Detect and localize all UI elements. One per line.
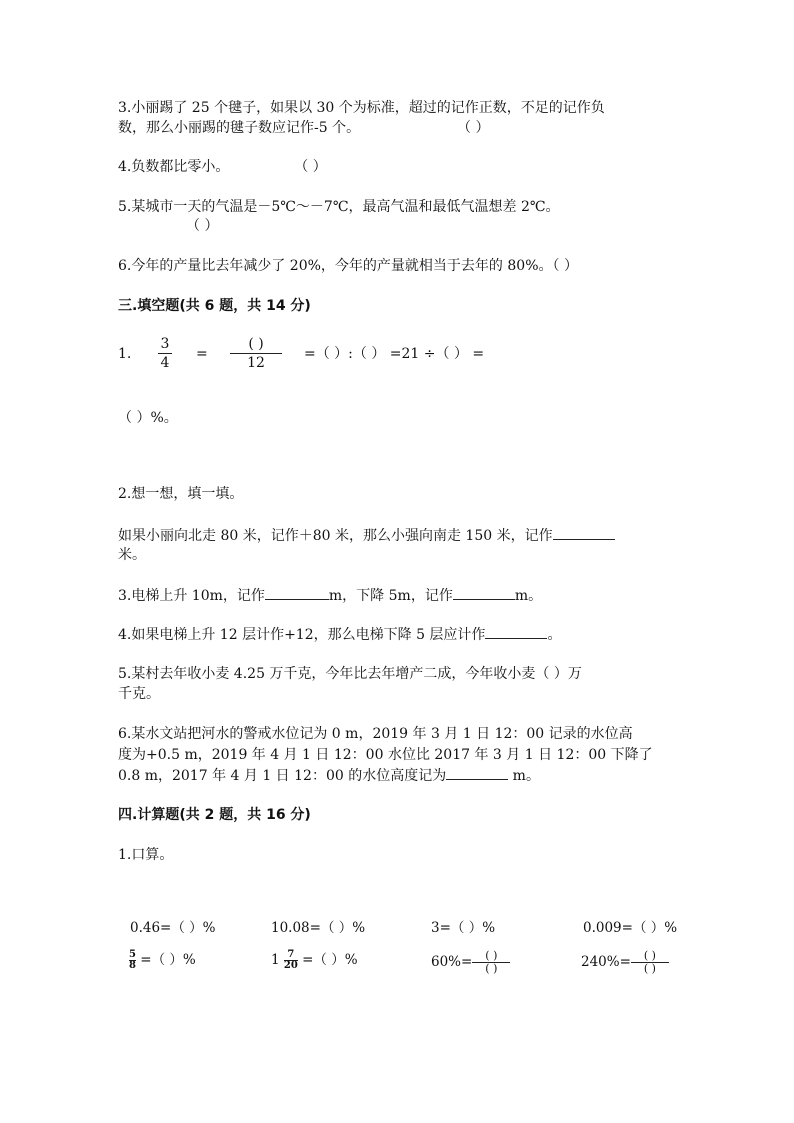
judge-q4-answer-paren[interactable]: （ ）	[294, 159, 327, 175]
mixed-whole: 1	[271, 952, 280, 968]
calc-item-3[interactable]: 3=（ ）%	[431, 920, 496, 936]
fraction-numerator-blank: ( )	[643, 949, 656, 962]
fill-q1-rest[interactable]: =（ ）:（ ） =21 ÷（ ） =	[304, 346, 485, 362]
fraction-denominator: 12	[247, 355, 265, 371]
judge-q3-line2	[118, 118, 489, 138]
calc-item-5-8[interactable]	[129, 950, 196, 971]
fill-q3-text-b: m，下降 5m，记作	[328, 588, 453, 604]
section3-title: 三.填空题(共 6 题，共 14 分)	[118, 298, 311, 314]
judge-q3-answer-paren[interactable]: （ ）	[457, 120, 490, 136]
fraction-denominator: 20	[283, 960, 298, 971]
fill-q5-line2: 千克。	[118, 686, 160, 702]
calc-item-5-8-rest: =（ ）%	[135, 952, 196, 968]
fill-q1-number: 1.	[118, 346, 132, 362]
fill-q3-blank-1[interactable]	[265, 585, 329, 600]
calc-item-10-08[interactable]: 10.08=（ ）%	[271, 920, 366, 936]
fill-q6-blank[interactable]	[446, 765, 508, 780]
fill-q1-line2[interactable]: （ ）%。	[118, 410, 178, 426]
fraction-bar	[230, 353, 282, 354]
fill-q4-blank[interactable]	[485, 624, 547, 639]
fill-q1-equals: =	[196, 346, 208, 362]
calc-q1-title: 1.口算。	[118, 847, 174, 863]
judge-q5-answer-paren[interactable]: （ ）	[186, 218, 219, 234]
calc-item-60-percent[interactable]	[431, 950, 510, 975]
judge-q5-text: 5.某城市一天的气温是－5℃～－7℃，最高气温和最低气温想差 2℃。	[118, 199, 560, 215]
fill-q4-text-b: 。	[547, 627, 562, 643]
calc-item-240-percent[interactable]	[581, 950, 669, 975]
fraction-denominator-blank: ( )	[643, 962, 656, 975]
judge-q3-text: 数，那么小丽踢的毽子数应记作-5 个。	[118, 120, 361, 136]
answer-fraction-blank[interactable]	[631, 950, 669, 975]
fill-q3-text-c: m。	[514, 588, 543, 604]
fill-q5-line1[interactable]: 5.某村去年收小麦 4.25 万千克，今年比去年增产二成，今年收小麦（ ）万	[118, 666, 582, 682]
judge-q4	[118, 157, 327, 177]
fraction-bar	[158, 353, 172, 354]
fill-q6-line2: 度为+0.5 m，2019 年 4 月 1 日 12：00 水位比 2017 年 3 月 1 日 12：00 下降了	[118, 747, 653, 763]
calc-item-1-7-20[interactable]	[271, 950, 358, 971]
calc-item-0-46[interactable]: 0.46=（ ）%	[130, 920, 216, 936]
fill-q1-fraction-3-4	[158, 336, 172, 371]
fill-q2-title: 2.想一想，填一填。	[118, 486, 244, 502]
fraction-numerator: 5	[129, 949, 136, 960]
judge-q6-text: 6.今年的产量比去年减少了 20%，今年的产量就相当于去年的 80%。（ ）	[118, 258, 578, 274]
fill-q4	[118, 624, 561, 645]
answer-fraction-blank[interactable]	[472, 950, 510, 975]
fill-q3	[118, 585, 542, 606]
fraction-denominator-blank: ( )	[485, 962, 498, 975]
fraction-numerator: 3	[160, 336, 170, 352]
fill-q2-blank[interactable]	[553, 525, 615, 540]
fill-q6-unit: m。	[508, 768, 540, 784]
fraction-5-8	[129, 950, 136, 971]
fill-q3-blank-2[interactable]	[453, 585, 515, 600]
fill-q2-line2: 米。	[118, 547, 146, 563]
fraction-numerator-blank[interactable]: ( )	[248, 336, 264, 352]
calc-item-0-009[interactable]: 0.009=（ ）%	[583, 920, 678, 936]
calc-item-240-label: 240%=	[581, 954, 631, 970]
judge-q4-text: 4.负数都比零小。	[118, 159, 230, 175]
fill-q2-text: 如果小丽向北走 80 米，记作＋80 米，那么小强向南走 150 米，记作	[118, 528, 553, 544]
fraction-7-20	[284, 950, 298, 971]
calc-item-60-label: 60%=	[431, 954, 473, 970]
fill-q4-text-a: 4.如果电梯上升 12 层计作+12，那么电梯下降 5 层应计作	[118, 627, 486, 643]
section4-title: 四.计算题(共 2 题，共 16 分)	[118, 807, 311, 823]
calc-item-1-7-20-rest: =（ ）%	[297, 952, 358, 968]
fill-q6-line1: 6.某水文站把河水的警戒水位记为 0 m，2019 年 3 月 1 日 12：00 记录的水位高	[118, 726, 633, 742]
fraction-numerator-blank: ( )	[485, 949, 498, 962]
judge-q3-line1: 3.小丽踢了 25 个毽子，如果以 30 个为标准，超过的记作正数，不足的记作负	[118, 100, 605, 116]
fill-q3-text-a: 3.电梯上升 10m，记作	[118, 588, 265, 604]
fill-q6-text: 0.8 m，2017 年 4 月 1 日 12：00 的水位高度记为	[118, 768, 447, 784]
fill-q1-fraction-blank-12	[230, 336, 282, 371]
fraction-denominator: 4	[160, 355, 170, 371]
fill-q6-line3	[118, 765, 540, 786]
fraction-denominator: 8	[129, 960, 136, 971]
fill-q2-line1	[118, 525, 615, 546]
fraction-numerator: 7	[287, 949, 295, 960]
